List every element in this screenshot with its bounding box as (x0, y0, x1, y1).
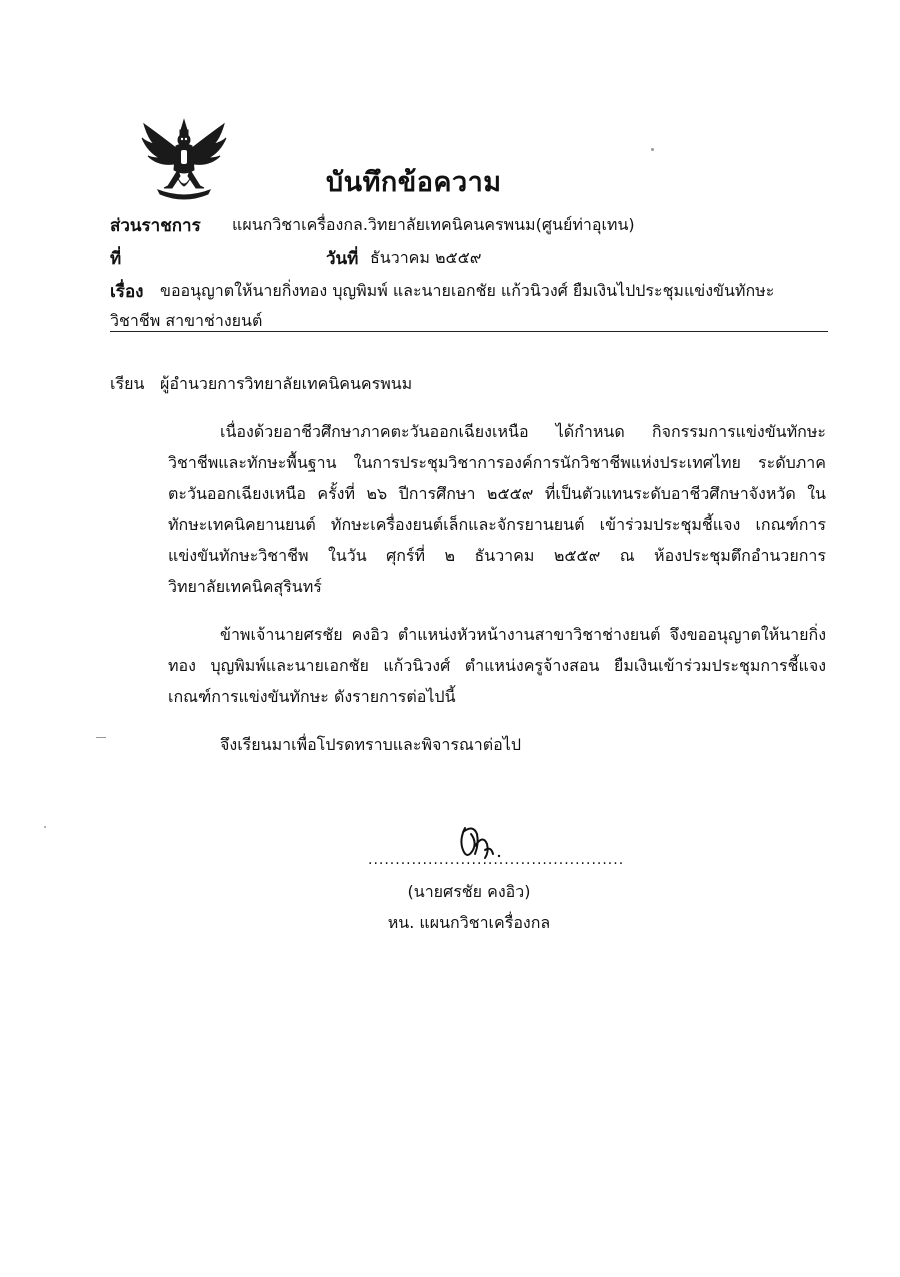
memo-title: บันทึกข้อความ (326, 167, 502, 198)
para1-line: ตะวันออกเฉียงเหนือ ครั้งที่ ๒๖ ปีการศึกษา ๒๕๕๙ ที่เป็นตัวแทนระดับอาชีวศึกษาจังหวัด ใน (168, 484, 826, 503)
signer-name: (นายศรชัย คงอิว) (407, 882, 531, 901)
agency-value: แผนกวิชาเครื่องกล.วิทยาลัยเทคนิคนครพนม(ศูนย์ท่าอุเทน) (232, 215, 635, 234)
para2-line: ข้าพเจ้านายศรชัย คงอิว ตำแหน่งหัวหน้างานสาขาวิชาช่างยนต์ จึงขออนุญาตให้นายกิ่ง (220, 625, 826, 644)
para1-line: แข่งขันทักษะวิชาชีพ ในวัน ศุกร์ที่ ๒ ธันวาคม ๒๕๕๙ ณ ห้องประชุมตึกอำนวยการ (168, 546, 826, 565)
para1-line: วิชาชีพและทักษะพื้นฐาน ในการประชุมวิชาการองค์การนักวิชาชีพแห่งประเทศไทย ระดับภาค (168, 453, 826, 472)
subject-line-2: วิชาชีพ สาขาช่างยนต์ (110, 311, 263, 330)
signature-dotted-line: ............................................... (368, 852, 625, 868)
salutation-label: เรียน (110, 374, 145, 393)
scan-speck (651, 148, 654, 151)
scan-speck (44, 826, 46, 828)
salutation-value: ผู้อำนวยการวิทยาลัยเทคนิคนครพนม (160, 374, 413, 393)
para2-line: ทอง บุญพิมพ์และนายเอกชัย แก้วนิวงศ์ ตำแหน่งครูจ้างสอน ยืมเงินเข้าร่วมประชุมการชี้แจง (168, 656, 826, 675)
scan-speck (96, 737, 106, 738)
signer-position: หน. แผนกวิชาเครื่องกล (387, 913, 551, 932)
subject-label: เรื่อง (110, 282, 144, 302)
garuda-emblem-icon (138, 114, 230, 206)
para1-line: วิทยาลัยเทคนิคสุรินทร์ (168, 577, 322, 596)
ref-label: ที่ (110, 249, 122, 269)
header-divider (110, 331, 828, 332)
closing-text: จึงเรียนมาเพื่อโปรดทราบและพิจารณาต่อไป (220, 735, 521, 754)
date-label: วันที่ (326, 249, 359, 269)
date-value: ธันวาคม ๒๕๕๙ (370, 248, 482, 267)
para2-line: เกณฑ์การแข่งขันทักษะ ดังรายการต่อไปนี้ (168, 687, 456, 706)
para1-line: เนื่องด้วยอาชีวศึกษาภาคตะวันออกเฉียงเหนือ ได้กำหนด กิจกรรมการแข่งขันทักษะ (220, 422, 826, 441)
para1-line: ทักษะเทคนิคยานยนต์ ทักษะเครื่องยนต์เล็กและจักรยานยนต์ เข้าร่วมประชุมชี้แจง เกณฑ์การ (168, 515, 826, 534)
subject-line-1: ขออนุญาตให้นายกิ่งทอง บุญพิมพ์ และนายเอกชัย แก้วนิวงศ์ ยืมเงินไปประชุมแข่งขันทักษะ (160, 281, 775, 300)
agency-label: ส่วนราชการ (110, 216, 201, 236)
